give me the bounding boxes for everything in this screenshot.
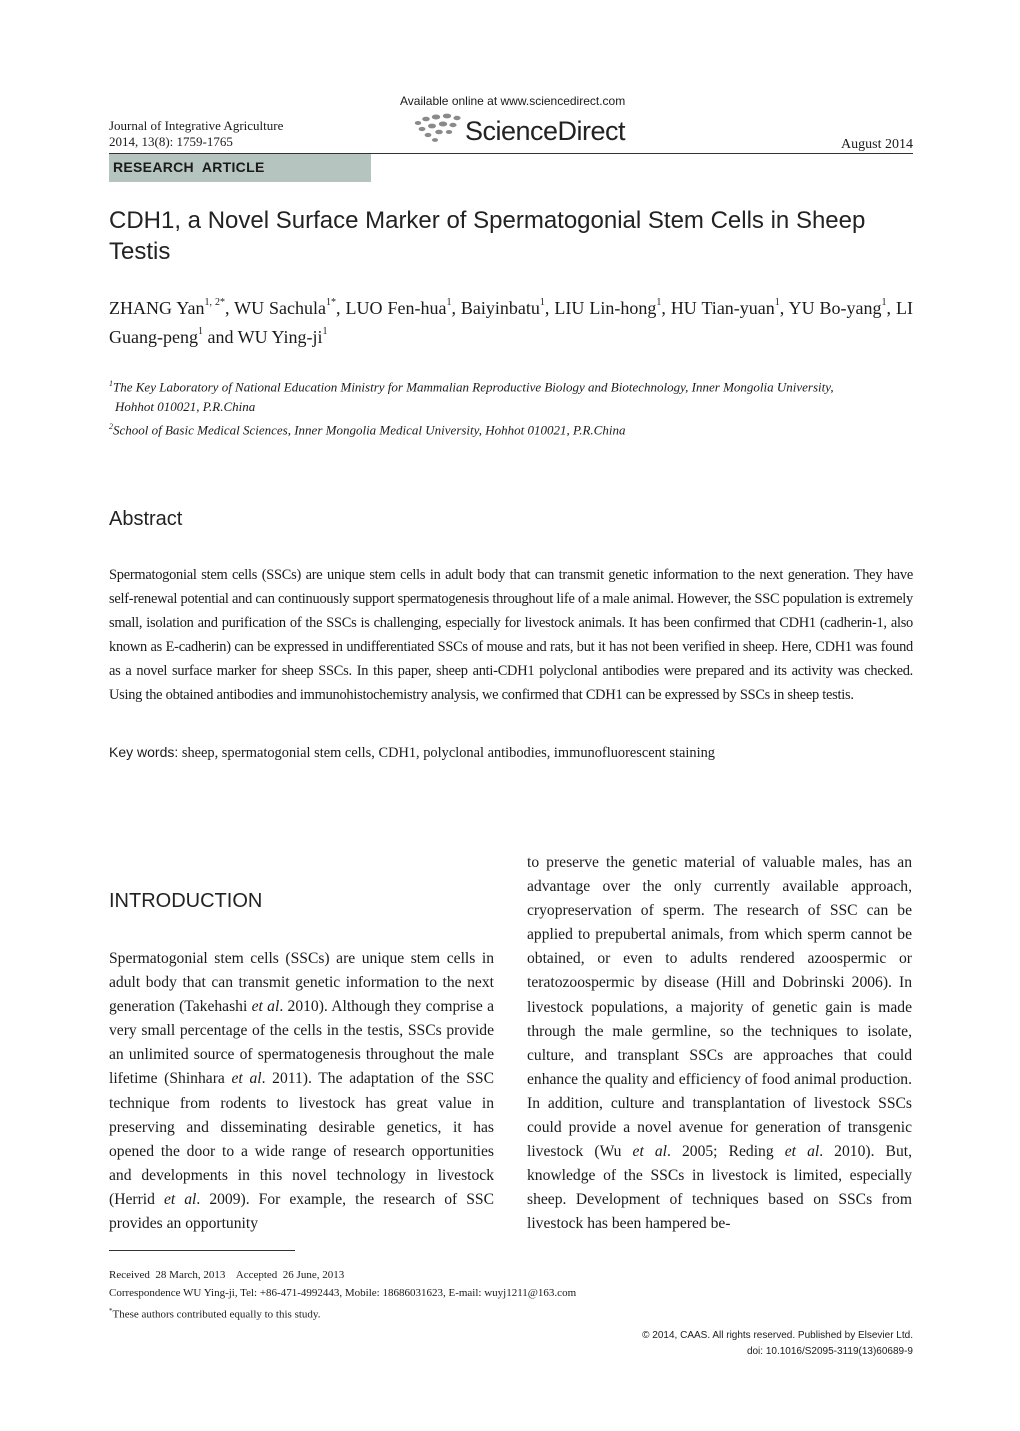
received-dates: Received 28 March, 2013 Accepted 26 June, 2013 [109,1269,345,1281]
author-name: WU Sachula [234,298,327,318]
author-name: LIU Lin-hong [554,298,657,318]
body-text: Spermatogonial stem cells (SSCs) are unique stem cells in adult body that can transmit genetic information to the next generation (Takehashi [109,950,494,1016]
body-text: to preserve the genetic material of valuable males, has an advantage over the only currently available approach, cryopreservation of sperm. The research of SSC can be applied to prepubertal animals, from which sperm cannot be obtained, or even to adults rendered azoospermic or teratozoospermic by disease (Hill and Dobrinski 2006). In livestock populations, a majority of genetic gain is made through the male germline, so the techniques to isolate, culture, and transplant SSCs are approaches that could enhance the quality and efficiency of food animal production. In addition, culture and transplantation of livestock SSCs could provide a novel avenue for generation of transgenic livestock (Wu [527,854,912,1161]
affiliation [109,417,913,440]
author-name: ZHANG Yan [109,298,205,318]
abstract-body: Spermatogonial stem cells (SSCs) are unique stem cells in adult body that can transmit genetic information to the next generation. They have self-renewal potential and can continuously support spermatogenesis throughout life of a male animal. However, the SSC population is extremely small, isolation and purification of the SSCs is challenging, especially for livestock animals. It has been confirmed that CDH1 (cadherin-1, also known as E-cadherin) can be expressed in undifferentiated SSCs of mouse and rats, but it has not been verified in sheep. Here, CDH1 was found as a novel surface marker for sheep SSCs. In this paper, sheep anti-CDH1 polyclonal antibodies were prepared and its activity was checked. Using the obtained antibodies and immunohistochemistry analysis, we confirmed that CDH1 can be expressed by SSCs in sheep testis. [109,567,913,703]
introduction-heading: INTRODUCTION [109,890,263,912]
author-name: LUO Fen-hua [345,298,447,318]
body-text: . 2010). But, knowledge of the SSCs in livestock is limited, especially sheep. Development of techniques based on SSCs from livestock has been hampered be- [527,1143,912,1233]
body-text: . 2011). The adaptation of the SSC technique from rodents to livestock has great value in preserving and disseminating desirable genetics, it has opened the door to a wide range of research opportunities and developments in this novel technology in livestock (Herrid [109,1070,494,1208]
author-list [109,294,913,352]
journal-citation: 2014, 13(8): 1759-1765 [109,134,233,149]
journal-name: Journal of Integrative Agriculture [109,118,284,133]
author-affiliation-mark: 1* [326,297,337,308]
author-separator: , [661,298,671,318]
doi-text: doi: 10.1016/S2095-3119(13)60689-9 [746,1346,913,1357]
author-separator: , [451,298,461,318]
author-affiliation-mark: 1 [539,297,545,308]
citation-etal: et al [231,1070,262,1088]
citation-etal: et al [784,1143,820,1161]
author-separator: , [886,298,897,318]
available-online-text: Available online at www.sciencedirect.com [400,94,626,108]
affiliation-text: The Key Laboratory of National Education Ministry for Mammalian Reproductive Biology and Biotechnology, Inner Mongolia University, [113,379,834,395]
body-text: . 2005; Reding [667,1143,785,1161]
affiliation-text: School of Basic Medical Sciences, Inner Mongolia Medical University, Hohhot 010021, P.R.China [113,422,626,438]
affiliation-mark: 2 [109,422,113,432]
author-separator: , [779,298,789,318]
body-text: . 2009). For example, the research of SSC provides an opportunity [109,1190,494,1233]
author-name: WU Ying-ji [237,327,323,347]
author-separator: and [202,327,238,347]
correspondence: Correspondence WU Ying-ji, Tel: +86-471-4992443, Mobile: 18686031623, E-mail: wuyj1211@163.com [109,1287,577,1299]
keywords-list: sheep, spermatogonial stem cells, CDH1, polyclonal antibodies, immunofluorescent staining [178,745,715,761]
equal-contribution-text: These authors contributed equally to this study. [112,1308,321,1321]
equal-contribution-mark: * [109,1307,113,1315]
author-affiliation-mark: 1 [881,297,887,308]
affiliation-text-continued: Hohhot 010021, P.R.China [115,399,256,415]
affiliation-mark: 1 [109,379,113,388]
author-name: Baiyinbatu [460,298,540,318]
introduction-column-left [109,947,494,1236]
author-affiliation-mark: 1 [197,326,203,337]
author-affiliation-mark: 1 [322,326,328,337]
abstract-heading: Abstract [109,508,183,530]
sciencedirect-logo-text: ScienceDirect [465,116,626,146]
citation-etal: et al [163,1190,197,1208]
footnotes [109,1266,913,1324]
keywords [109,741,913,764]
issue-date: August 2014 [841,137,913,152]
author-affiliation-mark: 1, 2* [204,297,225,308]
author-affiliation-mark: 1 [774,297,780,308]
article-type-label: RESEARCH ARTICLE [113,159,265,175]
author-separator: , [544,298,555,318]
copyright-text: © 2014, CAAS. All rights reserved. Published by Elsevier Ltd. [642,1330,913,1341]
author-affiliation-mark: 1 [446,297,452,308]
body-text: . 2010). Although they comprise a very small percentage of the cells in the testis, SSCs provide an unlimited source of spermatogenesis throughout the male lifetime (Shinhara [109,998,494,1088]
citation-etal: et al [251,998,280,1016]
journal-info [109,118,283,150]
author-name: LI Guang-peng [109,298,914,347]
author-separator: , [336,298,346,318]
author-separator: , [224,298,235,318]
affiliation [109,374,913,397]
citation-etal: et al [632,1143,668,1161]
author-name: YU Bo-yang [788,298,882,318]
copyright-block [642,1328,913,1360]
affiliations [109,374,913,441]
article-title: CDH1, a Novel Surface Marker of Spermatogonial Stem Cells in Sheep Testis [109,207,866,265]
author-affiliation-mark: 1 [656,297,662,308]
footnote-divider [109,1250,295,1251]
author-name: HU Tian-yuan [670,298,775,318]
equal-contribution-note [109,1302,913,1324]
introduction-column-right [527,851,912,1237]
keywords-label: Key words: [109,744,179,760]
